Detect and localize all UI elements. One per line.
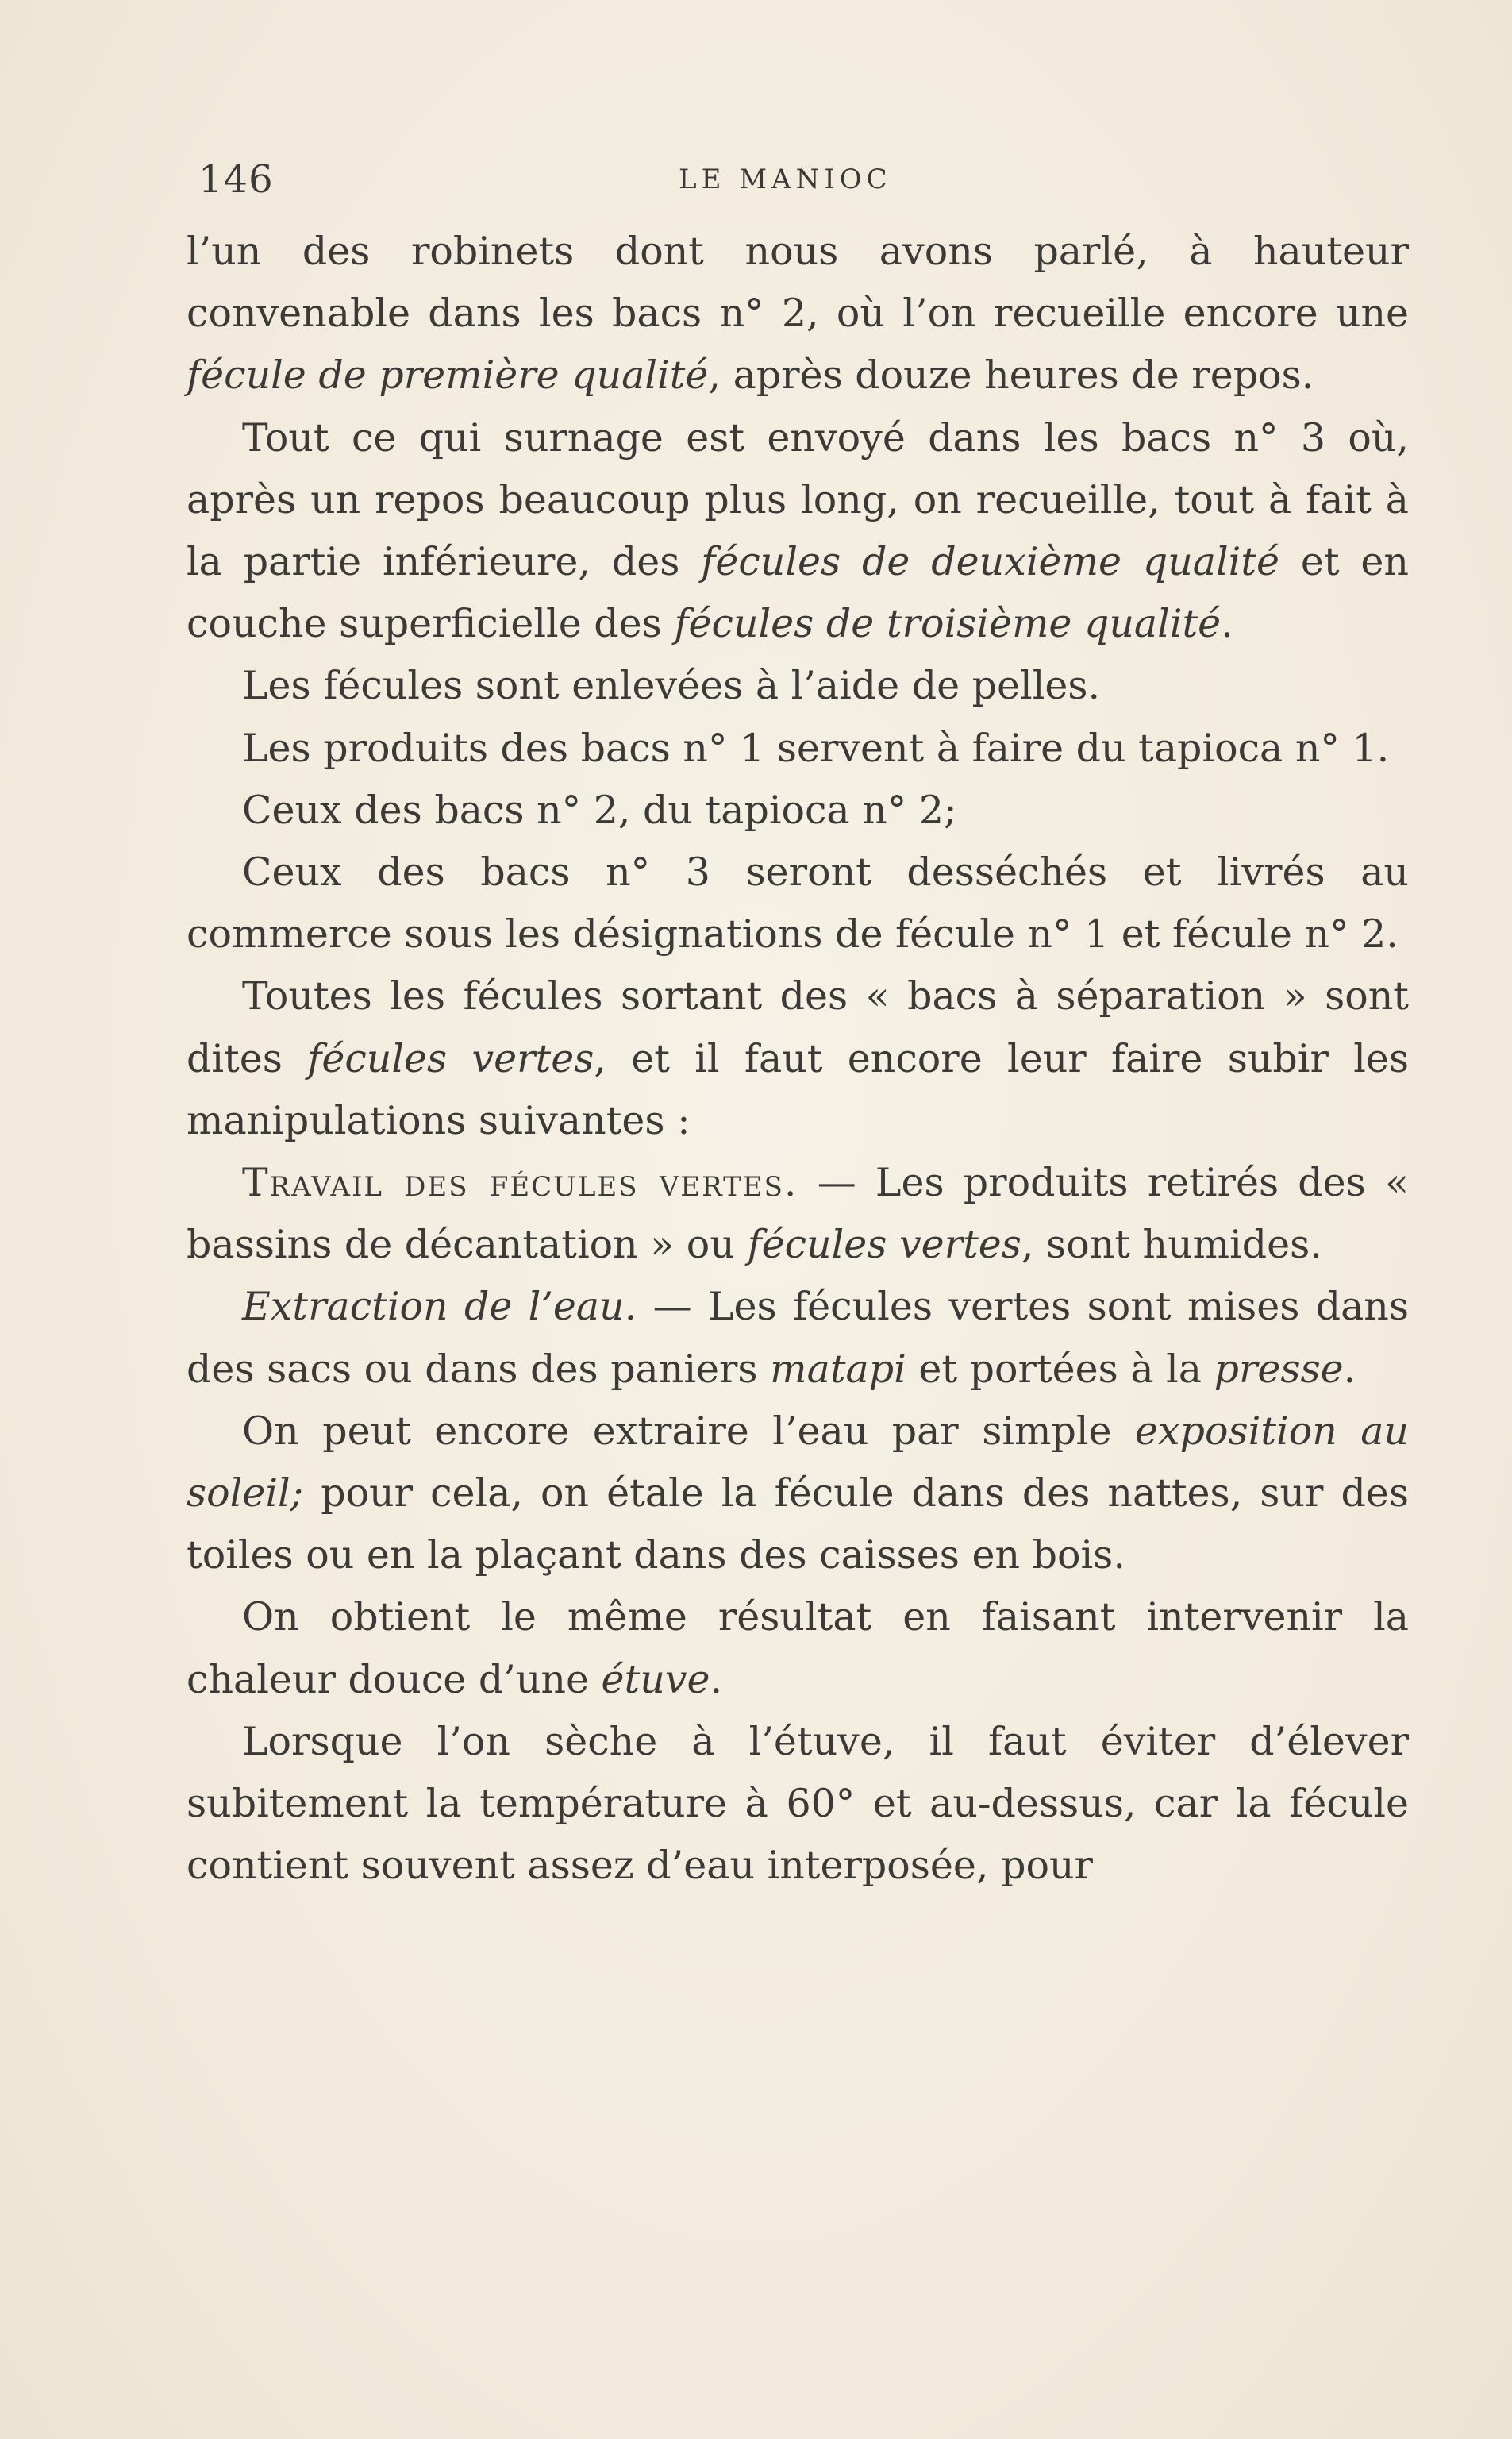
text-run: et portées à la	[906, 1346, 1214, 1392]
text-run: et en couche superficielle des	[187, 539, 1409, 647]
running-title: LE MANIOC	[679, 164, 892, 195]
italic-text: Extraction de l’eau.	[242, 1284, 637, 1330]
text-run: .	[710, 1656, 723, 1702]
paragraph	[187, 655, 1409, 717]
text-run: Ceux des bacs n° 2, du tapioca n° 2;	[242, 787, 957, 833]
paragraph	[187, 965, 1409, 1152]
paragraph	[187, 407, 1409, 656]
paragraph	[187, 1711, 1409, 1898]
page-number: 146	[198, 157, 274, 202]
italic-text: presse	[1214, 1346, 1344, 1392]
paragraph	[187, 1401, 1409, 1587]
paragraph	[187, 718, 1409, 780]
paragraph	[187, 1586, 1409, 1710]
italic-text: fécule de première qualité	[187, 353, 709, 399]
page-header	[198, 157, 1405, 205]
text-run: Toutes les fécules sortant des « bacs à séparation » sont dites	[187, 973, 1409, 1081]
text-run: , après douze heures de repos.	[708, 353, 1314, 399]
text-run: On peut encore extraire l’eau par simple	[242, 1408, 1136, 1454]
paragraph	[187, 780, 1409, 842]
text-run: l’un des robinets dont nous avons parlé, à hauteur convenable dans les bacs n° 2, où l’on recueille encore une	[187, 229, 1409, 337]
italic-text: fécules vertes	[307, 1035, 594, 1081]
text-run: , et il faut encore leur faire subir les manipulations suivantes :	[187, 1035, 1410, 1143]
text-run: .	[1221, 601, 1233, 647]
text-run: Ceux des bacs n° 3 seront desséchés et livrés au commerce sous les désignations de fécule n° 1 et fécule n° 2.	[187, 850, 1409, 957]
italic-text: fécules de troisième qualité	[674, 601, 1222, 647]
paragraph	[187, 1152, 1409, 1276]
body-text	[187, 221, 1409, 1897]
text-run: — Les produits retirés des « bassins de décantation » ou	[187, 1160, 1410, 1268]
paragraph	[187, 1276, 1409, 1400]
text-run: .	[1343, 1346, 1356, 1392]
italic-text: fécules de deuxième qualité	[701, 539, 1280, 585]
text-run: Lorsque l’on sèche à l’étuve, il faut éviter d’élever subitement la température à 60° et au-dessus, car la fécule contient souvent assez d’eau interposée, pour	[187, 1718, 1409, 1889]
italic-text: matapi	[770, 1346, 906, 1392]
italic-text: fécules vertes	[747, 1222, 1021, 1268]
text-run: , sont humides.	[1021, 1222, 1322, 1268]
text-run: Tout ce qui surnage est envoyé dans les bacs n° 3 où, après un repos beaucoup plus long, on recueille, tout à fait à la partie inférieure, des	[187, 414, 1409, 585]
paragraph	[187, 842, 1409, 965]
italic-text: étuve	[601, 1656, 710, 1702]
italic-text: exposition au soleil;	[187, 1408, 1410, 1516]
section-heading: Travail des fécules vertes.	[242, 1160, 798, 1206]
text-run: Les produits des bacs n° 1 servent à faire du tapioca n° 1.	[242, 725, 1390, 771]
text-run: pour cela, on étale la fécule dans des nattes, sur des toiles ou en la plaçant dans des caisses en bois.	[187, 1470, 1409, 1578]
paragraph	[187, 221, 1409, 407]
text-run: On obtient le même résultat en faisant intervenir la chaleur douce d’une	[187, 1594, 1409, 1702]
text-run: Les fécules sont enlevées à l’aide de pelles.	[242, 663, 1101, 709]
text-run: — Les fécules vertes sont mises dans des sacs ou dans des paniers	[187, 1284, 1409, 1392]
